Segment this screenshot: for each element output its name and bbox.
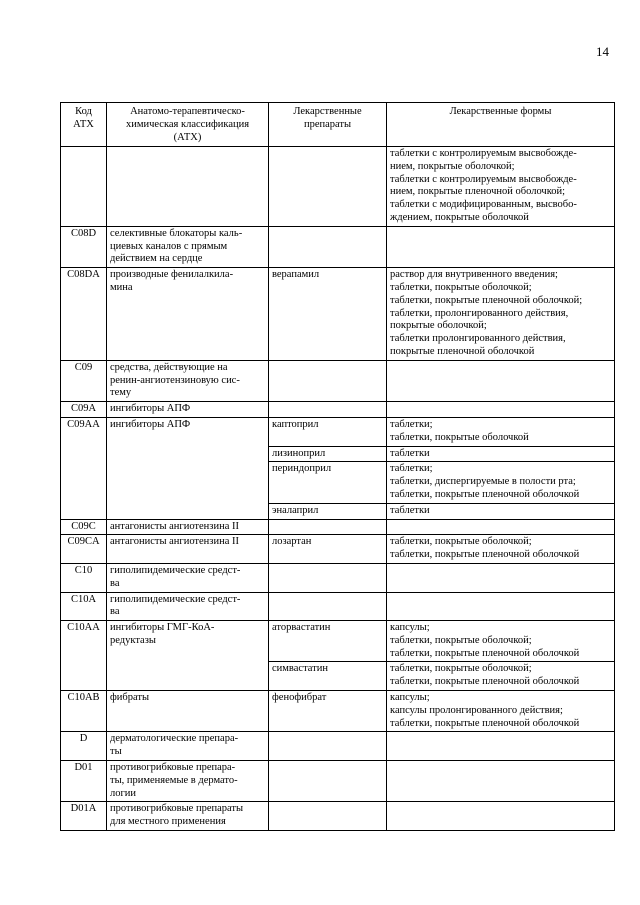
atx-class-cell <box>107 147 269 227</box>
drug-name: верапамил <box>272 269 320 281</box>
dosage-forms-cell <box>387 226 615 267</box>
table-row <box>61 268 615 361</box>
header-code: Код АТХ <box>61 103 107 147</box>
dosage-forms-cell <box>387 446 615 462</box>
table-header-row <box>61 103 615 147</box>
atx-code-cell <box>61 360 107 401</box>
atx-class-cell-line: антагонисты ангиотензина II <box>110 520 239 532</box>
atx-class-cell-line: редуктазы <box>110 634 156 646</box>
drug-name: аторвастатин <box>272 622 331 634</box>
atx-code-cell <box>61 691 107 732</box>
atx-class-cell <box>107 621 269 691</box>
dosage-forms-cell-line: таблетки, покрытые пленочной оболочкой; <box>390 294 583 306</box>
atx-code-cell-line: D <box>79 733 88 745</box>
atx-code-cell-line: C10AA <box>67 622 100 634</box>
atx-code-cell-line: C08D <box>70 227 97 239</box>
dosage-forms-cell-line: таблетки; <box>390 418 433 430</box>
atx-class-cell-line: антагонисты ангиотензина II <box>110 536 239 548</box>
atx-code-cell-line: C09CA <box>67 536 100 548</box>
dosage-forms-cell-line: нием, покрытые пленочной оболочкой; <box>390 186 566 198</box>
dosage-forms-cell-line: таблетки с контролируемым высвобожде- <box>390 148 577 159</box>
atx-code-cell-line: C09C <box>71 520 96 532</box>
atx-code-cell-line: C10A <box>70 593 97 605</box>
drug-name: лозартан <box>272 536 312 548</box>
dosage-forms-cell <box>387 535 615 564</box>
table-row <box>61 691 615 732</box>
dosage-forms-cell <box>387 402 615 418</box>
dosage-forms-cell-line: ждением, покрытые оболочкой <box>390 211 529 223</box>
atx-class-cell <box>107 417 269 519</box>
atx-class-cell <box>107 592 269 621</box>
header-classification: Анатомо-терапевтическо- химическая классификация (АТХ) <box>107 103 269 147</box>
atx-class-cell-line: производные фенилалкила- <box>110 269 234 281</box>
atx-class-cell-line: противогрибковые препараты <box>110 803 244 815</box>
dosage-forms-cell-line: таблетки <box>390 504 430 516</box>
dosage-forms-cell-line: таблетки; <box>390 463 433 475</box>
table-row <box>61 147 615 227</box>
atx-class-cell-line: противогрибковые препара- <box>110 762 236 774</box>
atx-code-cell <box>61 761 107 802</box>
atx-class-cell-line: тему <box>110 387 132 399</box>
table-row <box>61 519 615 535</box>
drug-name-cell <box>269 662 387 691</box>
dosage-forms-cell-line: таблетки, покрытые пленочной оболочкой <box>390 488 580 500</box>
atx-code-cell-line: C10AB <box>67 692 100 704</box>
atx-class-cell <box>107 268 269 361</box>
atx-code-cell <box>61 535 107 564</box>
header-forms: Лекарственные формы <box>387 103 615 147</box>
dosage-forms-cell <box>387 462 615 503</box>
atx-code-cell <box>61 519 107 535</box>
atx-code-cell-line: C10 <box>74 564 93 576</box>
dosage-forms-cell-line: таблетки с модифицированным, высвобо- <box>390 199 577 211</box>
dosage-forms-cell-line: таблетки, покрытые оболочкой <box>390 431 529 443</box>
atx-code-cell <box>61 732 107 761</box>
drug-name-cell <box>269 802 387 831</box>
atx-class-cell <box>107 563 269 592</box>
dosage-forms-cell-line: таблетки, покрытые пленочной оболочкой <box>390 717 580 729</box>
dosage-forms-cell <box>387 662 615 691</box>
drug-name-cell <box>269 226 387 267</box>
dosage-forms-cell-line: таблетки, пролонгированного действия, <box>390 307 569 319</box>
atx-code-cell <box>61 417 107 519</box>
atx-class-cell <box>107 226 269 267</box>
table-row <box>61 226 615 267</box>
dosage-forms-cell-line: нием, покрытые оболочкой; <box>390 160 515 172</box>
atx-class-cell <box>107 691 269 732</box>
atx-code-cell-line: D01A <box>70 803 97 815</box>
atx-class-cell-line: ингибиторы АПФ <box>110 403 191 415</box>
atx-code-cell <box>61 802 107 831</box>
atx-classification-table <box>60 102 615 831</box>
dosage-forms-cell-line: таблетки, покрытые пленочной оболочкой <box>390 549 580 561</box>
atx-class-cell <box>107 802 269 831</box>
dosage-forms-cell-line: таблетки, диспергируемые в полости рта; <box>390 476 576 488</box>
atx-class-cell-line: средства, действующие на <box>110 361 228 373</box>
drug-name-cell <box>269 535 387 564</box>
dosage-forms-cell <box>387 732 615 761</box>
table-row <box>61 563 615 592</box>
atx-class-cell <box>107 732 269 761</box>
dosage-forms-cell-line: раствор для внутривенного введения; <box>390 269 558 281</box>
page-number: 14 <box>596 44 609 59</box>
atx-class-cell <box>107 535 269 564</box>
dosage-forms-cell <box>387 519 615 535</box>
table-row <box>61 592 615 621</box>
dosage-forms-cell-line: таблетки, покрытые оболочкой; <box>390 634 532 646</box>
drug-name: каптоприл <box>272 418 319 430</box>
atx-code-cell-line: C09A <box>70 403 97 415</box>
atx-class-cell <box>107 519 269 535</box>
atx-class-cell <box>107 360 269 401</box>
table-row <box>61 732 615 761</box>
drug-name-cell <box>269 147 387 227</box>
dosage-forms-cell <box>387 802 615 831</box>
atx-class-cell-line: фибраты <box>110 692 150 704</box>
atx-code-cell <box>61 402 107 418</box>
table-row <box>61 402 615 418</box>
table-row <box>61 417 615 446</box>
dosage-forms-cell <box>387 563 615 592</box>
dosage-forms-cell <box>387 503 615 519</box>
drug-name-cell <box>269 360 387 401</box>
dosage-forms-cell <box>387 268 615 361</box>
drug-name-cell <box>269 761 387 802</box>
dosage-forms-cell-line: таблетки, покрытые пленочной оболочкой <box>390 647 580 659</box>
drug-name: симвастатин <box>272 663 328 675</box>
table-row <box>61 802 615 831</box>
drug-name-cell <box>269 446 387 462</box>
dosage-forms-cell-line: капсулы; <box>390 622 430 634</box>
dosage-forms-cell <box>387 147 615 227</box>
drug-name-cell <box>269 563 387 592</box>
atx-class-cell-line: ва <box>110 577 120 589</box>
dosage-forms-cell <box>387 621 615 662</box>
drug-name-cell <box>269 519 387 535</box>
dosage-forms-cell <box>387 761 615 802</box>
atx-code-cell <box>61 621 107 691</box>
table-row <box>61 761 615 802</box>
atx-class-cell-line: циевых каналов с прямым <box>110 240 228 252</box>
atx-class-cell-line: ингибиторы ГМГ-КоА- <box>110 622 215 634</box>
dosage-forms-cell-line: капсулы; <box>390 692 430 704</box>
atx-code-cell-line: D01 <box>74 762 93 774</box>
dosage-forms-cell-line: таблетки пролонгированного действия, <box>390 333 566 345</box>
atx-code-cell <box>61 226 107 267</box>
table-row <box>61 360 615 401</box>
drug-name-cell <box>269 592 387 621</box>
atx-class-cell-line: ты <box>110 746 122 758</box>
atx-class-cell-line: ты, применяемые в дермато- <box>110 774 238 786</box>
atx-class-cell-line: гиполипидемические средст- <box>110 564 241 576</box>
drug-name-cell <box>269 402 387 418</box>
dosage-forms-cell-line: таблетки, покрытые пленочной оболочкой <box>390 676 580 688</box>
drug-name: фенофибрат <box>272 692 327 704</box>
drug-name-cell <box>269 268 387 361</box>
dosage-forms-cell-line: таблетки с контролируемым высвобожде- <box>390 173 577 185</box>
dosage-forms-cell-line: таблетки, покрытые оболочкой; <box>390 281 532 293</box>
atx-class-cell-line: действием на сердце <box>110 253 203 265</box>
drug-name-cell <box>269 462 387 503</box>
dosage-forms-cell-line: таблетки <box>390 447 430 459</box>
atx-code-cell <box>61 563 107 592</box>
atx-class-cell-line: логии <box>110 787 137 799</box>
drug-name-cell <box>269 503 387 519</box>
table-body <box>61 147 615 831</box>
drug-name-cell <box>269 417 387 446</box>
dosage-forms-cell-line: покрытые оболочкой; <box>390 320 487 332</box>
atx-code-cell-line: C09 <box>74 361 93 373</box>
dosage-forms-cell-line: таблетки, покрытые оболочкой; <box>390 536 532 548</box>
drug-name-cell <box>269 691 387 732</box>
dosage-forms-cell-line: таблетки, покрытые оболочкой; <box>390 663 532 675</box>
atx-class-cell-line: ингибиторы АПФ <box>110 418 191 430</box>
atx-class-cell-line: ренин-ангиотензиновую сис- <box>110 374 240 386</box>
atx-code-cell <box>61 147 107 227</box>
atx-class-cell <box>107 761 269 802</box>
atx-class-cell-line: ва <box>110 606 120 618</box>
atx-class-cell-line: мина <box>110 281 133 293</box>
atx-class-cell <box>107 402 269 418</box>
dosage-forms-cell-line: капсулы пролонгированного действия; <box>390 704 563 716</box>
atx-code-cell <box>61 268 107 361</box>
atx-class-cell-line: для местного применения <box>110 816 226 828</box>
dosage-forms-cell <box>387 691 615 732</box>
dosage-forms-cell-line: покрытые пленочной оболочкой <box>390 345 535 357</box>
dosage-forms-cell <box>387 360 615 401</box>
drug-name: периндоприл <box>272 463 332 475</box>
atx-class-cell-line: селективные блокаторы каль- <box>110 227 243 239</box>
drug-name-cell <box>269 732 387 761</box>
table-row <box>61 535 615 564</box>
dosage-forms-cell <box>387 417 615 446</box>
header-drugs: Лекарственные препараты <box>269 103 387 147</box>
atx-code-cell <box>61 592 107 621</box>
dosage-forms-cell <box>387 592 615 621</box>
atx-class-cell-line: гиполипидемические средст- <box>110 593 241 605</box>
atx-class-cell-line: дерматологические препара- <box>110 733 239 745</box>
atx-code-cell-line: C08DA <box>67 269 100 281</box>
drug-name-cell <box>269 621 387 662</box>
drug-name: лизиноприл <box>272 447 326 459</box>
atx-code-cell-line: C09AA <box>67 418 100 430</box>
drug-name: эналаприл <box>272 504 319 516</box>
table-row <box>61 621 615 662</box>
